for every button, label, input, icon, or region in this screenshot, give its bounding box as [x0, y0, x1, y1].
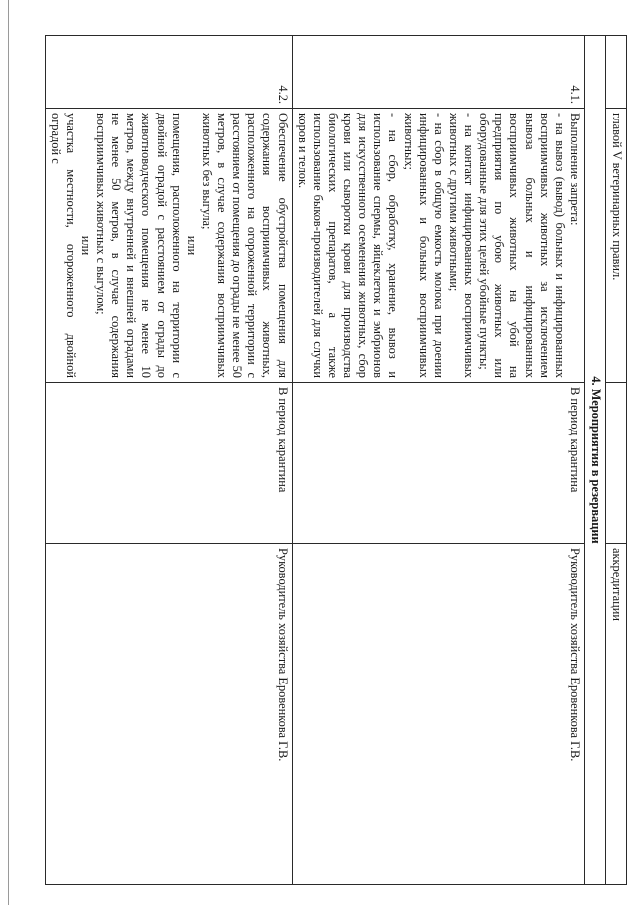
row-term: В период карантина [568, 387, 582, 493]
row-number-cell [45, 36, 292, 109]
row-number: 4.2. [275, 85, 290, 104]
action-line: - на сбор, обработку, хранение, вывоз и использование спермы, яйцеклеток и эмбрионов для искусственного осеменения животных, сбор крови или сыворотки крови для производства биологических препаратов, а также использование быков-производителей для случки коров и телок. [295, 113, 401, 378]
header-prev-right-cell [606, 544, 627, 885]
row-action-cell [292, 109, 584, 383]
measures-table [45, 35, 627, 885]
row-term: В период карантина [275, 387, 290, 493]
action-line: или [79, 235, 93, 256]
header-term-cell [606, 383, 627, 544]
table-header-continuation-row [606, 36, 627, 885]
action-line: помещения, расположенного на территории с двойной оградой с расстоянием от ограды до животноводческого помещения не менее 10 метров, между внутренней и внешней оградами не менее 50 метров, в случае содержания восприимчивых животных с выгулом; [94, 113, 184, 378]
row-term-cell [292, 383, 584, 544]
action-line: или [184, 235, 199, 256]
header-prev-left-cell [606, 109, 627, 383]
row-term-cell [45, 383, 292, 544]
action-line: Обеспечение обустройства помещения для содержания восприимчивых животных, расположенного на огороженной территории с расстоянием от помещения до ограды не менее 50 метров, в случае содержания восприимчивых животных без выгула; [200, 113, 290, 378]
row-responsible: Руководитель хозяйства Еровенкова Г.В. [568, 548, 582, 762]
header-prev-right-text: аккредитации [610, 548, 624, 621]
action-line: - на сбор в общую емкость молока при доении инфицированных и больных восприимчивых животных; [401, 113, 446, 378]
action-line: - на контакт инфицированных восприимчивых животных с другими животными; [447, 113, 477, 378]
row-number-cell [292, 36, 584, 109]
row-responsible-cell [292, 544, 584, 885]
row-action-cell [45, 109, 292, 383]
header-number-cell [606, 36, 627, 109]
action-line: - на вывоз (вывод) больных и инфицированных восприимчивых животных за исключением вывоза больных и инфицированных восприимчивых животных на убой на предприятия по убою животных или оборудованные для этих целей убойные пункты; [477, 113, 567, 378]
scan-edge-line [8, 0, 9, 905]
action-line: Выполнение запрета: [568, 113, 582, 226]
row-responsible: Руководитель хозяйства Еровенкова Г.В. [275, 548, 290, 762]
section-title-row [585, 36, 606, 885]
row-number: 4.1. [568, 85, 582, 104]
header-prev-left-text: главой V ветеринарных правил. [610, 113, 624, 281]
section-title: 4. Мероприятия в резервации [589, 376, 603, 544]
table-row [45, 36, 292, 885]
table-row [292, 36, 584, 885]
action-line: участка местности, огороженного двойной оградой с [48, 113, 78, 378]
row-responsible-cell [45, 544, 292, 885]
section-title-cell [585, 36, 606, 885]
